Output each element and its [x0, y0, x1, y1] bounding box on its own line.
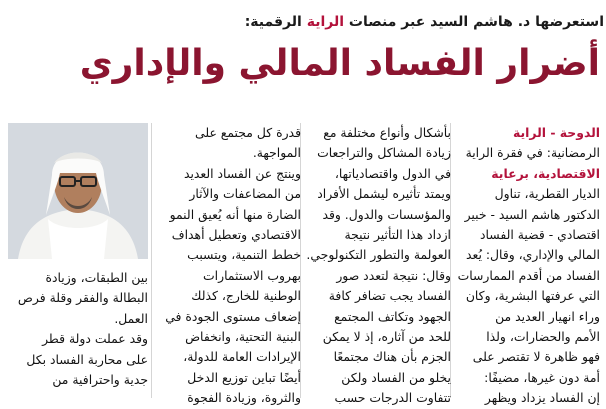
column-line: وراء انهيار العديد من	[495, 308, 600, 324]
column-line: المواجهة.	[252, 145, 301, 161]
column-line: إن الفساد يزداد ويظهر	[484, 390, 600, 406]
column-line: وقال: نتيجة لتعدد صور	[336, 267, 451, 283]
column-line: وقد عملت دولة قطر	[42, 331, 148, 347]
column-line: بهروب الاستثمارات	[203, 267, 301, 283]
kicker-suffix: الرقمية:	[244, 14, 302, 30]
column-line: الدوحة - الراية	[513, 125, 600, 140]
column-line: للحد من آثاره، إذ لا يمكن	[322, 329, 451, 345]
column-line: أيضًا تباين توزيع الدخل	[187, 369, 301, 385]
column-line: تتفاوت الدرجات حسب	[334, 390, 451, 406]
column-line: بأشكال وأنواع مختلفة مع	[323, 125, 451, 140]
column-line: المالي والإداري، وقال: يُعد	[466, 247, 600, 263]
column-line: الفساد يجب تضافر كافة	[328, 288, 451, 304]
column-line: فهو ظاهرة لا تقتصر على	[472, 349, 600, 365]
column-line: الديار القطرية، تناول	[494, 186, 600, 202]
kicker-prefix: استعرضها د. هاشم السيد عبر منصات	[348, 14, 604, 30]
column-line: جدية واحترافية من	[52, 372, 148, 388]
author-photo	[8, 123, 148, 259]
column-line: الوطنية للخارج، كذلك	[191, 288, 301, 304]
column-line: الجزم بأن هناك مجتمعًا	[333, 349, 451, 365]
column-line: البنية التحتية، وانخفاض	[185, 329, 301, 345]
column-line: الفساد من أقدم الممارسات	[457, 267, 600, 283]
column-line: الأمم والحضارات، ولذا	[486, 329, 600, 345]
column-line: من المضاعفات والآثار	[189, 186, 301, 202]
column-line: اقتصادي - قضية الفساد	[479, 227, 600, 243]
column-line: العولمة والتطور التكنولوجي.	[306, 247, 451, 263]
article-column-4	[8, 268, 148, 390]
column-line: البطالة والفقر وقلة فرص	[17, 290, 148, 306]
column-line: على محاربة الفساد بكل	[26, 351, 148, 367]
column-line: يخلو من الفساد ولكن	[341, 369, 451, 385]
column-line: زيادة المشاكل والتراجعات	[317, 145, 451, 161]
column-line: الضارة منها أنه يُعيق النمو	[169, 206, 301, 222]
column-line: التي عرفتها البشرية، وكان	[465, 288, 600, 304]
column-line: أمة دون غيرها، مضيفًا:	[484, 369, 600, 385]
article-column-3	[161, 123, 301, 409]
column-line: ازداد هذا التأثير نتيجة	[344, 227, 451, 243]
article-kicker	[4, 12, 604, 32]
column-line: العمل.	[114, 310, 148, 326]
column-line: بين الطبقات، وزيادة	[45, 270, 148, 285]
column-line: الاقتصادي وتعطيل أهداف	[171, 227, 301, 243]
kicker-brand: الراية	[306, 14, 345, 30]
column-line: الدكتور هاشم السيد - خبير	[464, 206, 600, 222]
column-line: الرمضانية: في فقرة الراية	[465, 145, 600, 161]
column-line: إضعاف مستوى الجودة في	[165, 308, 301, 324]
column-line: قدرة كل مجتمع على	[195, 125, 301, 140]
column-line: الجهود وتكاتف المجتمع	[334, 308, 451, 324]
column-line: ويمتد تأثيره ليشمل الأفراد	[317, 186, 451, 202]
column-line: والمؤسسات والدول. وقد	[322, 206, 451, 222]
column-line: وينتج عن الفساد العديد	[183, 165, 301, 181]
column-line: في الدول واقتصادياتها،	[334, 165, 451, 181]
column-line: الاقتصادية، برعاية	[491, 165, 600, 181]
article-column-2	[306, 123, 451, 409]
column-line: والثروة، وزيادة الفجوة	[187, 390, 301, 406]
article-headline: أضرار الفساد المالي والإداري	[79, 43, 600, 84]
article-column-1	[457, 123, 600, 409]
column-line: الإيرادات العامة للدولة،	[183, 349, 301, 365]
portrait-illustration	[8, 123, 148, 259]
column-divider	[151, 123, 152, 398]
column-line: خطط التنمية، ويتسبب	[187, 247, 301, 263]
